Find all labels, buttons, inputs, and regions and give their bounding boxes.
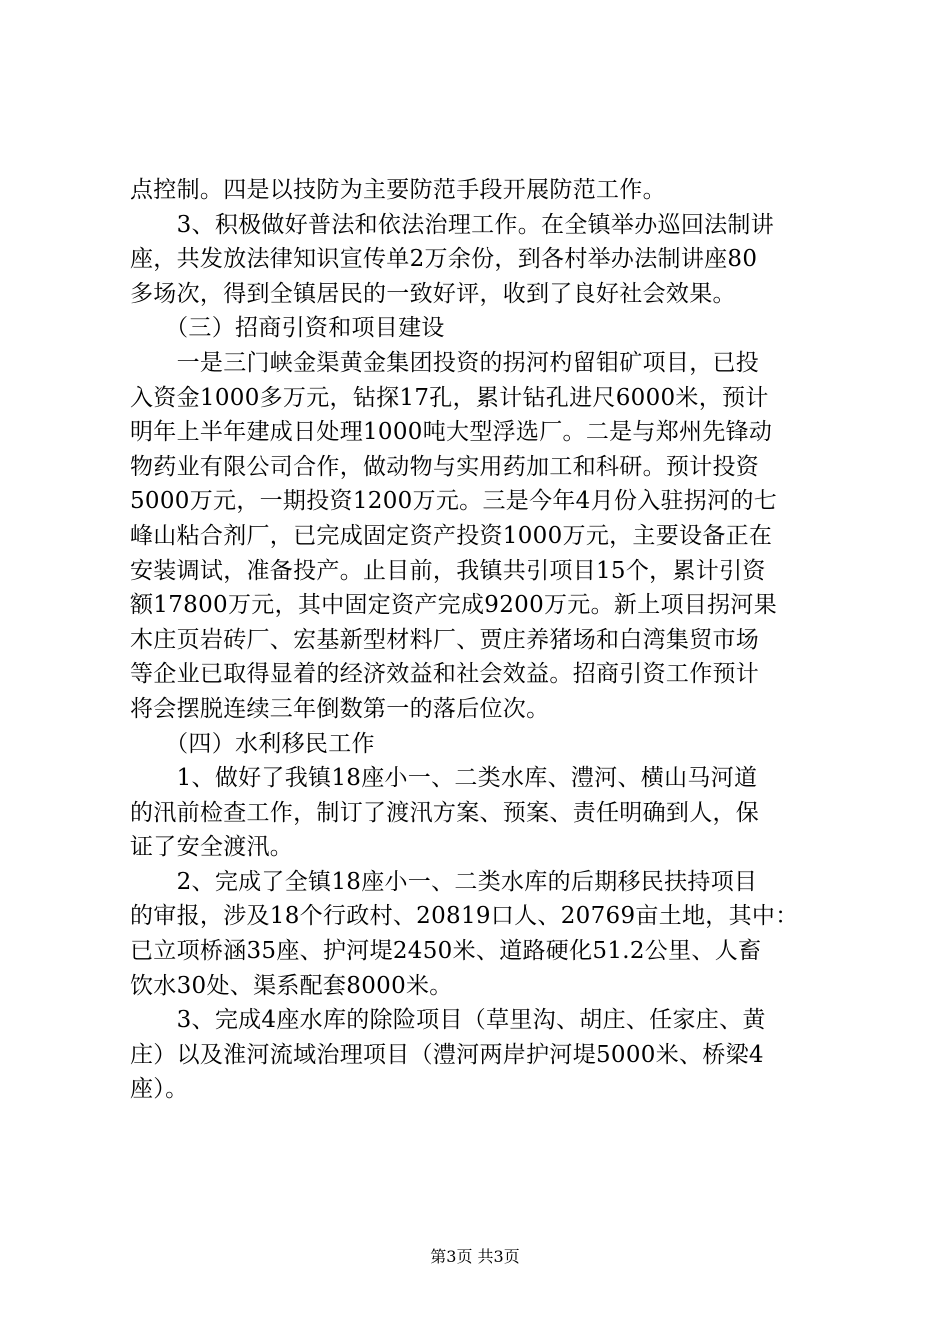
text-line: 5000万元，一期投资1200万元。三是今年4月份入驻拐河的七	[130, 488, 777, 515]
section-heading: （三）招商引资和项目建设	[130, 315, 445, 342]
text-line: 3、积极做好普法和依法治理工作。在全镇举办巡回法制讲	[130, 211, 775, 238]
text-line: 等企业已取得显着的经济效益和社会效益。招商引资工作预计	[130, 661, 760, 688]
text-line: 额17800万元，其中固定资产完成9200万元。新上项目拐河果	[130, 592, 777, 619]
text-line: 多场次，得到全镇居民的一致好评，收到了良好社会效果。	[130, 280, 736, 307]
text-line: 的汛前检查工作，制订了渡汛方案、预案、责任明确到人，保	[130, 799, 760, 826]
text-line: 物药业有限公司合作，做动物与实用药加工和科研。预计投资	[130, 453, 760, 480]
text-line: 入资金1000多万元，钻探17孔，累计钻孔进尺6000米，预计	[130, 384, 769, 411]
text-line: 证了安全渡汛。	[130, 834, 294, 861]
page-number-label: 第3页 共3页	[430, 1247, 520, 1266]
text-line: 的审报，涉及18个行政村、20819口人、20769亩土地，其中：	[130, 903, 799, 930]
text-line: 安装调试，准备投产。止目前，我镇共引项目15个，累计引资	[130, 557, 766, 584]
text-line: 峰山粘合剂厂，已完成固定资产投资1000万元，主要设备正在	[130, 522, 773, 549]
text-line: 庄）以及淮河流域治理项目（澧河两岸护河堤5000米、桥梁4	[130, 1041, 764, 1068]
document-body	[130, 173, 830, 1107]
text-line: 点控制。四是以技防为主要防范手段开展防范工作。	[130, 177, 666, 203]
text-line: 座）。	[130, 1076, 189, 1103]
text-line: 1、做好了我镇18座小一、二类水库、澧河、横山马河道	[130, 765, 758, 792]
page-footer	[0, 1246, 950, 1268]
text-line: 明年上半年建成日处理1000吨大型浮选厂。二是与郑州先锋动	[130, 419, 773, 446]
text-line: 3、完成4座水库的除险项目（草里沟、胡庄、任家庄、黄	[130, 1007, 766, 1034]
text-line: 将会摆脱连续三年倒数第一的落后位次。	[130, 695, 550, 722]
section-heading: （四）水利移民工作	[130, 730, 375, 757]
text-line: 已立项桥涵35座、护河堤2450米、道路硬化51.2公里、人畜	[130, 938, 762, 965]
text-line: 一是三门峡金渠黄金集团投资的拐河杓留钼矿项目，已投	[130, 349, 760, 376]
text-line: 2、完成了全镇18座小一、二类水库的后期移民扶持项目	[130, 868, 758, 895]
text-line: 木庄页岩砖厂、宏基新型材料厂、贾庄养猪场和白湾集贸市场	[130, 626, 760, 653]
text-line: 饮水30处、渠系配套8000米。	[130, 972, 453, 999]
text-line: 座，共发放法律知识宣传单2万余份，到各村举办法制讲座80	[130, 246, 758, 273]
